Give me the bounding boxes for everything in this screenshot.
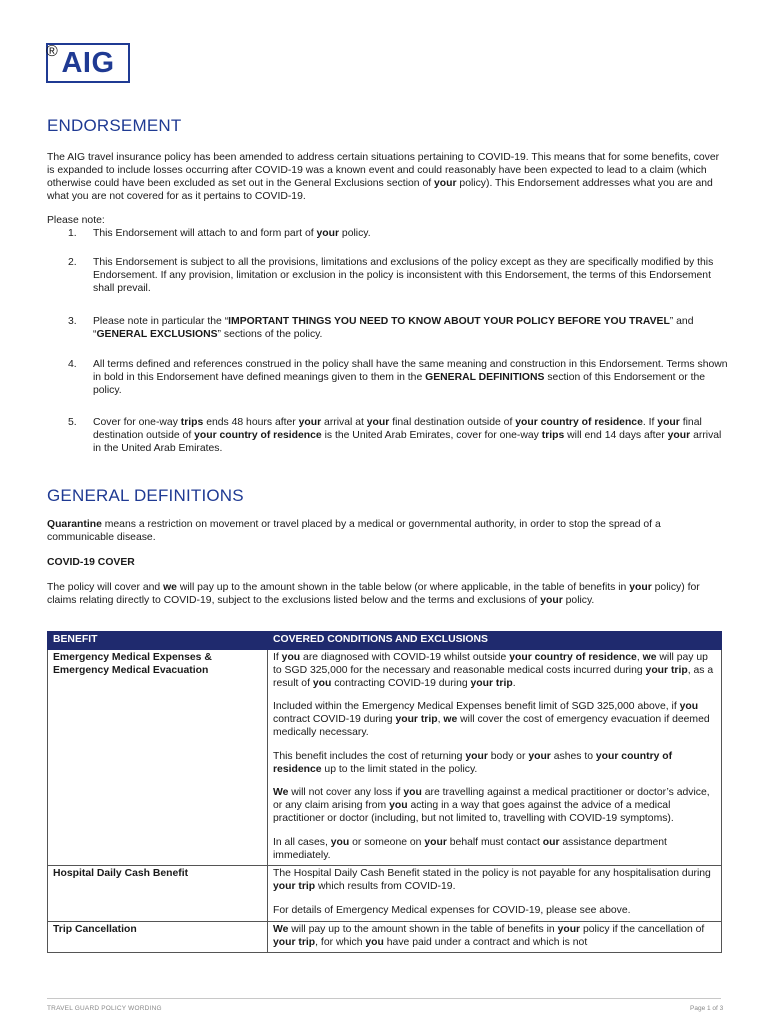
- list-item: 4. All terms defined and references construed in the policy shall have the same meaning and construction in this Endorsement. Terms shown in bold in this Endorsement have defined meanings given to them in the GENERAL DEFINITIONS section of this Endorsement or the policy.: [68, 359, 728, 396]
- endorsement-heading: ENDORSEMENT: [47, 116, 182, 135]
- header-conditions: COVERED CONDITIONS AND EXCLUSIONS: [268, 632, 722, 650]
- footer-policy-name: TRAVEL GUARD POLICY WORDING: [47, 1005, 162, 1012]
- aig-logo: [46, 43, 134, 85]
- list-item: 5. Cover for one-way trips ends 48 hours after your arrival at your final destination outside of your country of residence. If your final destination outside of your country of residence is the United Arab Emirates, cover for one-way trips will end 14 days after your arrival in the United Arab Emirates.: [68, 417, 722, 454]
- please-note: Please note:: [47, 215, 105, 226]
- conditions-cell: We will pay up to the amount shown in the table of benefits in your policy if the cancellation of your trip, for which you have paid under a contract and which is not: [268, 921, 722, 953]
- footer-page-number: Page 1 of 3: [690, 1005, 724, 1012]
- general-definitions-heading: GENERAL DEFINITIONS: [47, 486, 244, 505]
- table-header-row: [48, 632, 722, 650]
- table-row: [48, 650, 722, 866]
- endorsement-intro: The AIG travel insurance policy has been amended to address certain situations pertaining to COVID-19. This means that for some benefits, cover is expanded to include losses occurring after COVID-19 was a known event and could reasonably have been expected to lead to a claim (which otherwise could have been excluded as set out in the General Exclusions section of your policy). This Endorsement addresses what you are and what you are not covered for as it pertains to COVID-19.: [47, 152, 720, 202]
- header-benefit: BENEFIT: [48, 632, 268, 650]
- list-item: 3. Please note in particular the “IMPORTANT THINGS YOU NEED TO KNOW ABOUT YOUR POLICY BEFORE YOU TRAVEL” and “GENERAL EXCLUSIONS” sections of the policy.: [68, 316, 694, 340]
- list-item: 2. This Endorsement is subject to all the provisions, limitations and exclusions of the policy except as they are specifically modified by this Endorsement. If any provision, limitation or exclusion in the policy is inconsistent with this Endorsement, the terms of this Endorsement shall prevail.: [68, 257, 714, 294]
- benefits-table: [47, 631, 722, 953]
- covid-cover-heading: COVID-19 COVER: [47, 557, 135, 568]
- list-item: 1. This Endorsement will attach to and form part of your policy.: [68, 228, 371, 239]
- benefit-cell: Trip Cancellation: [48, 921, 268, 953]
- logo-text: AIG: [61, 47, 115, 79]
- table-clip: [0, 620, 770, 977]
- benefit-cell: Emergency Medical Expenses & Emergency Medical Evacuation: [48, 650, 268, 866]
- table-row: [48, 866, 722, 921]
- quarantine-definition: Quarantine means a restriction on movement or travel placed by a medical or governmental authority, in order to stop the spread of a communicable disease.: [47, 519, 661, 543]
- conditions-cell: If you are diagnosed with COVID-19 whilst outside your country of residence, we will pay up to SGD 325,000 for the necessary and reasonable medical costs incurred during your trip, as a result of you contracting COVID-19 during your trip. Included within the Emergency Medical Expenses benefit limit of SGD 325,000 above, if you contract COVID-19 during your trip, we will cover the cost of emergency evacuation if deemed medically necessary. This benefit includes the cost of returning your body or your ashes to your country of residence up to the limit stated in the policy. We will not cover any loss if you are travelling against a medical practitioner or doctor’s advice, or any claim arising from you acting in a way that goes against the advice of a medical practitioner or doctor (including, but not limited to, travelling with COVID-19 symptoms). In all cases, you or someone on your behalf must contact our assistance department immediately.: [268, 650, 722, 866]
- benefit-cell: Hospital Daily Cash Benefit: [48, 866, 268, 921]
- conditions-cell: The Hospital Daily Cash Benefit stated in the policy is not payable for any hospitalisation during your trip which results from COVID-19. For details of Emergency Medical expenses for COVID-19, please see above.: [268, 866, 722, 921]
- covid-cover-intro: The policy will cover and we will pay up to the amount shown in the table below (or where applicable, in the table of benefits in your policy) for claims relating directly to COVID-19, subject to the exclusions listed below and the terms and exclusions of your policy.: [47, 582, 700, 606]
- table-row: [48, 921, 722, 953]
- footer-divider: [47, 998, 721, 999]
- logo-registered-mark: ®: [46, 43, 58, 60]
